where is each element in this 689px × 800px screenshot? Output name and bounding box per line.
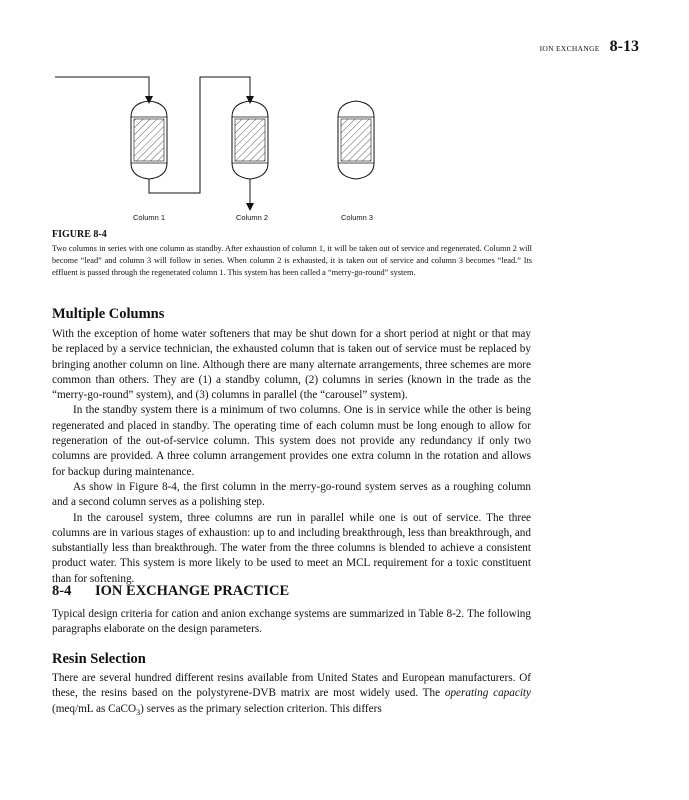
multiple-columns-body bbox=[52, 327, 531, 587]
text-run: ) serves as the primary selection criterion. This differs bbox=[140, 702, 382, 715]
section-number: 8-4 bbox=[52, 583, 72, 599]
emphasis-text: operating capacity bbox=[444, 687, 532, 700]
paragraph: As show in Figure 8-4, the first column in the merry-go-round system serves as a roughing column and a second column serves as a polishing step. bbox=[52, 480, 531, 509]
subscript: 3 bbox=[136, 707, 141, 717]
running-title: ION EXCHANGE bbox=[539, 44, 600, 53]
figure-caption-text: Two columns in series with one column as standby. After exhaustion of column 1, it will be taken out of service and regenerated. Column 2 will become “lead” and column 3 will follow in series. When column 2 is exhausted, it is taken out of service and column 3 becomes “lead.” Its effluent is passed through the regenerated column 1. This system has been called a “merry-go-round” system. bbox=[52, 244, 532, 278]
resin-selection-body bbox=[52, 671, 531, 717]
figure-caption bbox=[52, 229, 532, 280]
column-3-vessel bbox=[338, 101, 374, 179]
column-2-label: Column 2 bbox=[236, 213, 269, 222]
paragraph: With the exception of home water softeners that may be shut down for a short period at night or that may be replaced by a service technician, the exhausted column that is taken out of service must be replaced by bringing another column on line. Although there are many alternate arrangements, three schemes are more common than others. They are (1) a standby column, (2) columns in series (known in the trade as the “merry-go-round” system), and (3) columns in parallel (the “carousel” system). bbox=[52, 328, 531, 402]
practice-body bbox=[52, 607, 531, 638]
paragraph bbox=[52, 671, 531, 717]
column-3-label: Column 3 bbox=[341, 213, 374, 222]
figure-8-4-diagram bbox=[0, 0, 689, 230]
section-title: ION EXCHANGE PRACTICE bbox=[95, 583, 290, 599]
column-1-vessel bbox=[131, 101, 167, 179]
column-1-label: Column 1 bbox=[133, 213, 166, 222]
column-2-vessel bbox=[232, 101, 268, 179]
section-8-4-heading bbox=[52, 583, 289, 600]
paragraph: In the carousel system, three columns are run in parallel while one is out of service. The three columns are in various stages of exhaustion: up to and including breakthrough, less than breakthrough, and substantially less than breakthrough. The water from the three columns is blended to achieve a consistent product water. This system is more likely to be used to meet an MCL requirement for a toxic constituent than for softening. bbox=[52, 511, 531, 585]
multiple-columns-heading: Multiple Columns bbox=[52, 306, 165, 322]
page-number: 8-13 bbox=[609, 38, 639, 55]
resin-selection-heading: Resin Selection bbox=[52, 651, 146, 667]
figure-label: FIGURE 8-4 bbox=[52, 229, 107, 240]
paragraph: In the standby system there is a minimum of two columns. One is in service while the other is being regenerated and placed in standby. The operating time of each column must be long enough to allow for regeneration of the out-of-service column. This system does not provide any redundancy if only two columns are provided. A three column arrangement provides one extra column in the rotation and allows for backup during maintenance. bbox=[52, 404, 531, 478]
paragraph: Typical design criteria for cation and anion exchange systems are summarized in Table 8-2. The following paragraphs elaborate on the design parameters. bbox=[52, 608, 531, 636]
text-run: (meq/mL as CaCO bbox=[52, 702, 137, 715]
text-run: There are several hundred different resins available from United States and European manufacturers. Of these, the resins based on the polystyrene-DVB matrix are most widely used. The bbox=[52, 672, 531, 700]
